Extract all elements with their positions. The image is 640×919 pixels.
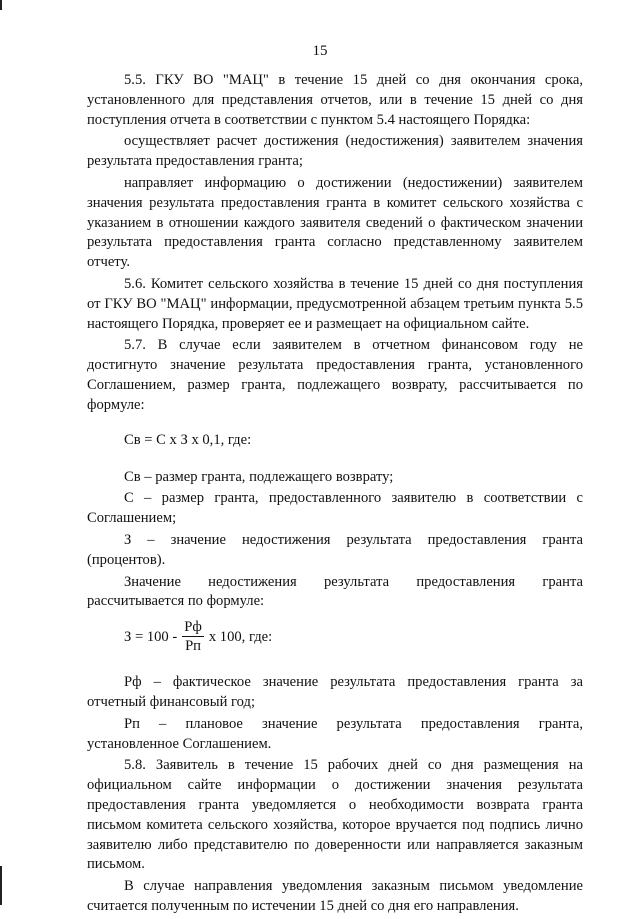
fraction-numerator: Рф [184,619,202,636]
paragraph-calc: осуществляет расчет достижения (недостижения) заявителем значения результата предоставления гранта; [87,133,583,170]
scan-edge-mark-top [0,0,2,10]
definition-c: С – размер гранта, предоставленного заявителю в соответствии с Соглашением; [87,490,583,527]
formula-prefix: З = 100 - [124,628,178,645]
definition-z: З – значение недостижения результата предоставления гранта (процентов). [87,531,583,568]
fraction-denominator: Рп [185,638,201,655]
definition-cv: Св – размер гранта, подлежащего возврату; [124,468,394,485]
paragraph-send-info: направляет информацию о достижении (недостижении) заявителем значения результата предоставления гранта в комитет сельского хозяйства с указанием в отношении каждого заявителя сведений о фактическом значении результата предоставления гранта согласно представленному заявителем отчету. [87,174,583,271]
document-body [87,71,583,919]
formula-fraction [182,618,204,655]
paragraph-registered-mail: В случае направления уведомления заказным письмом уведомление считается полученным по истечении 15 дней со дня его направления. [87,878,583,914]
paragraph-z-calc: Значение недостижения результата предоставления гранта рассчитывается по формуле: [87,573,583,610]
paragraph-5-7: 5.7. В случае если заявителем в отчетном финансовом году не достигнуто значение результата предоставления гранта, установленного Соглашением, размер гранта, подлежащего возврату, рассчитывается по формуле: [87,337,583,413]
formula-refund: Св = С х З х 0,1, где: [124,431,252,448]
definition-rf: Рф – фактическое значение результата предоставления гранта за отчетный финансовый год; [87,674,583,710]
page-number: 15 [312,43,328,59]
scan-edge-mark-bottom [0,866,2,905]
definition-rp: Рп – плановое значение результата предоставления гранта, установленное Соглашением. [87,715,583,752]
paragraph-5-6: 5.6. Комитет сельского хозяйства в течение 15 дней со дня поступления от ГКУ ВО "МАЦ" информации, предусмотренной абзацем третьим пункта 5.5 настоящего Порядка, проверяет ее и размещает на официальном сайте. [87,275,583,332]
paragraph-5-8: 5.8. Заявитель в течение 15 рабочих дней со дня размещения на официальном сайте информации о достижении значения результата предоставления гранта уведомляется о необходимости возврата гранта письмом комитета сельского хозяйства, которое вручается под подпись лично заявителю либо представителю по доверенности или направляется заказным письмом. [87,757,583,873]
formula-suffix: х 100, где: [208,628,273,645]
formula-shortfall [87,618,583,655]
paragraph-5-5: 5.5. ГКУ ВО "МАЦ" в течение 15 дней со дня окончания срока, установленного для представления отчетов, или в течение 15 дней со дня поступления отчета в соответствии с пунктом 5.4 настоящего Порядка: [87,72,583,128]
